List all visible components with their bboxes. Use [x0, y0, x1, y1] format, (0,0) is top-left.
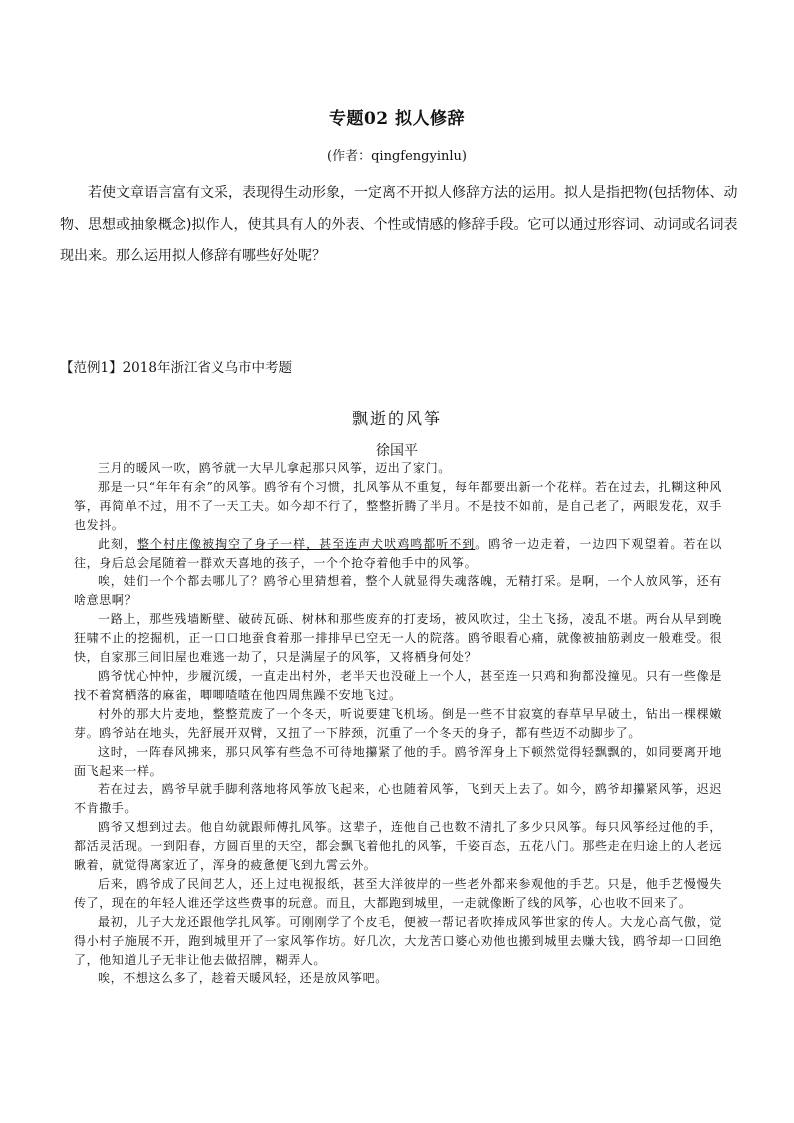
story-paragraph: 一路上，那些残墙断壁、破砖瓦砾、树林和那些废弃的打麦场，被风吹过，尘土飞扬，凌乱不堪。两台从早到晚狂啸不止的挖掘机，正一口口地蚕食着那一排排早已空无一人的院落。鸥爷眼看心痛，就像被抽筋剥皮一般难受。很快，自家那三间旧屋也难逃一劫了，只是满屋子的风筝，又将栖身何处？: [74, 612, 722, 665]
story-paragraph: 这时，一阵春风拂来，那只风筝有些急不可待地攥紧了他的手。鸥爷浑身上下顿然觉得轻飘飘的，如同要离开地面飞起来一样。: [74, 744, 722, 778]
story-paragraph: 若在过去，鸥爷早就手脚利落地将风筝放飞起来，心也随着风筝，飞到天上去了。如今，鸥爷却攥紧风筝，迟迟不肯撒手。: [74, 782, 722, 816]
paragraph-lead: 此刻，: [98, 536, 138, 551]
story-paragraph: 最初，儿子大龙还跟他学扎风筝。可刚刚学了个皮毛，便被一帮记者吹捧成风筝世家的传人。大龙心高气傲，觉得小村子施展不开，跑到城里开了一家风筝作坊。好几次，大龙苦口婆心劝他也搬到城里去赚大钱，鸥爷却一口回绝了，他知道儿子无非让他去做招牌，糊弄人。: [74, 914, 722, 967]
author-line: (作者：qingfengyinlu): [327, 149, 467, 164]
intro-paragraph: 若使文章语言富有文采，表现得生动形象，一定离不开拟人修辞方法的运用。拟人是指把物(包括物体、动物、思想或抽象概念)拟作人，使其具有人的外表、个性或情感的修辞手段。它可以通过形容词、动词或名词表现出来。那么运用拟人修辞有哪些好处呢？: [60, 185, 738, 264]
story-paragraph: 三月的暖风一吹，鸥爷就一大早儿拿起那只风筝，迈出了家门。: [98, 461, 451, 475]
story-paragraph: 村外的那大片麦地，整整荒废了一个冬天，听说要建飞机场。倒是一些不甘寂寞的春草早早破土，钻出一棵棵嫩芽。鸥爷站在地头，先舒展开双臂，又扭了一下脖颈，沉重了一个冬天的身子，都有些迈不动脚步了。: [74, 706, 722, 740]
story-paragraph: 鸥爷忧心忡忡，步履沉缓，一直走出村外，老半天也没碰上一个人，甚至连一只鸡和狗都没撞见。只有一些像是找不着窝栖落的麻雀，唧唧喳喳在他四周焦躁不安地飞过。: [74, 668, 722, 702]
story-paragraph: 那是一只“年年有余”的风筝。鸥爷有个习惯，扎风筝从不重复，每年都要出新一个花样。若在过去，扎糊这种风筝，再简单不过，用不了一天工夫。如今却不行了，整整折腾了半月。不是技不如前，是自己老了，两眼发花，双手也发抖。: [74, 479, 722, 532]
underlined-sentence: 整个村庄像被掏空了身子一样，甚至连声犬吠鸡鸣都听不到: [137, 536, 476, 551]
story-title: 飘逝的风筝: [351, 409, 442, 428]
example-label: 【范例1】2018年浙江省义乌市中考题: [60, 360, 292, 376]
paragraph-rest: 。鸥爷一边走着，一边四下观望着。若在以往，身后总会尾随着一群欢天喜地的孩子，一个个抢夺着他手中的风筝。: [74, 536, 722, 570]
story-paragraph: [74, 535, 722, 573]
story-paragraph: 唉，不想这么多了，趁着天暖风轻，还是放风筝吧。: [98, 971, 388, 986]
story-author: 徐国平: [376, 443, 418, 459]
page-title: 专题02 拟人修辞: [328, 109, 466, 129]
story-body: [74, 459, 722, 988]
story-paragraph: 唉，娃们一个个都去哪儿了？鸥爷心里猜想着，整个人就显得失魂落魄，无精打采。是啊，一个人放风筝，还有啥意思啊？: [74, 574, 722, 608]
story-paragraph: 鸥爷又想到过去。他自幼就跟师傅扎风筝。这辈子，连他自己也数不清扎了多少只风筝。每只风筝经过他的手，都活灵活现。一到阳春，方圆百里的天空，都会飘飞着他扎的风筝，千姿百态，五花八门。那些走在归途上的人老远瞅着，就觉得离家近了，浑身的疲惫便飞到九霄云外。: [74, 820, 722, 873]
story-paragraph: 后来，鸥爷成了民间艺人，还上过电视报纸，甚至大洋彼岸的一些老外都来参观他的手艺。只是，他手艺慢慢失传了，现在的年轻人谁还学这些费事的玩意。而且，大都跑到城里，一走就像断了线的风筝，心也收不回来了。: [74, 876, 722, 910]
